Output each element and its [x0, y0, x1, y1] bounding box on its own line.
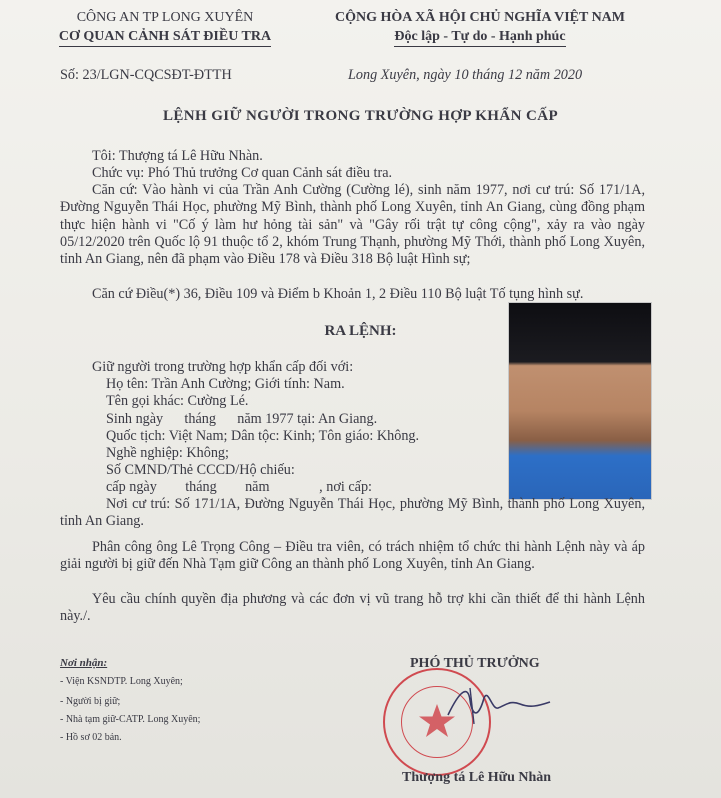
subject-id-doc: Số CMND/Thẻ CCCD/Hộ chiếu: — [106, 462, 295, 478]
recipients-title: Nơi nhận: — [60, 657, 108, 669]
suspect-photo — [508, 302, 652, 500]
recipient-item: - Người bị giữ; — [60, 696, 121, 707]
agency-top: CÔNG AN TP LONG XUYÊN — [76, 10, 254, 25]
subject-name: Họ tên: Trần Anh Cường; Giới tính: Nam. — [106, 376, 345, 392]
subject-id-issue: cấp ngày tháng năm , nơi cấp: — [106, 479, 372, 495]
motto: Độc lập - Tự do - Hạnh phúc — [315, 27, 645, 47]
subject-residence: Nơi cư trú: Số 171/1A, Đường Nguyễn Thái Học, phường Mỹ Bình, thành phố Long Xuyên, tỉnh An Giang. — [60, 496, 645, 530]
country-name: CỘNG HÒA XÃ HỘI CHỦ NGHĨA VIỆT NAM — [334, 10, 625, 25]
doc-number: Số: 23/LGN-CQCSĐT-ĐTTH — [60, 67, 232, 83]
recipient-item: - Hồ sơ 02 bản. — [60, 732, 122, 743]
recipient-item: - Nhà tạm giữ-CATP. Long Xuyên; — [60, 714, 201, 725]
subject-intro: Giữ người trong trường hợp khẩn cấp đối với: — [92, 359, 354, 375]
subject-job: Nghề nghiệp: Không; — [106, 445, 229, 461]
orders-heading: RA LỆNH: — [324, 323, 397, 339]
position-line: Chức vụ: Phó Thủ trưởng Cơ quan Cảnh sát điều tra. — [92, 165, 393, 181]
signature-title: PHÓ THỦ TRƯỞNG — [410, 656, 540, 671]
subject-alias: Tên gọi khác: Cường Lé. — [106, 393, 249, 409]
legal-basis-2: Căn cứ Điều(*) 36, Điều 109 và Điểm b Khoản 1, 2 Điều 110 Bộ luật Tố tụng hình sự. — [92, 286, 584, 302]
document-title: LỆNH GIỮ NGƯỜI TRONG TRƯỜNG HỢP KHẨN CẤP — [162, 108, 559, 124]
national-header — [315, 8, 645, 47]
subject-nationality: Quốc tịch: Việt Nam; Dân tộc: Kinh; Tôn giáo: Không. — [106, 428, 420, 444]
officer-line: Tôi: Thượng tá Lê Hữu Nhàn. — [92, 148, 263, 164]
handwritten-signature — [440, 680, 560, 730]
subject-dob: Sinh ngày tháng năm 1977 tại: An Giang. — [106, 411, 378, 427]
agency-name: CƠ QUAN CẢNH SÁT ĐIỀU TRA — [30, 27, 300, 47]
recipient-item: - Viện KSNDTP. Long Xuyên; — [60, 676, 183, 687]
request-paragraph: Yêu cầu chính quyền địa phương và các đơn vị vũ trang hỗ trợ khi cần thiết để thi hành Lệnh này./. — [60, 591, 645, 625]
legal-basis-1: Căn cứ: Vào hành vi của Trần Anh Cường (Cường lé), sinh năm 1977, nơi cư trú: Số 171/1A, Đường Nguyễn Thái Học, phường Mỹ Bình, thành phố Long Xuyên, tỉnh An Giang, cùng đồng phạm thực hiện hành vi "Cố ý làm hư hỏng tài sản" và "Gây rối trật tự công cộng", xảy ra vào ngày 05/12/2020 trên Quốc lộ 91 thuộc tổ 2, khóm Trung Thạnh, phường Mỹ Thới, thành phố Long Xuyên, tỉnh An Giang, nên đã phạm vào Điều 178 và Điều 318 Bộ luật Hình sự; — [60, 182, 645, 268]
signer-name: Thượng tá Lê Hữu Nhàn — [402, 770, 552, 785]
assignment-paragraph: Phân công ông Lê Trọng Công – Điều tra viên, có trách nhiệm tổ chức thi hành Lệnh này và áp giải người bị giữ đến Nhà Tạm giữ Công an thành phố Long Xuyên, tỉnh An Giang. — [60, 539, 645, 573]
agency-header — [30, 8, 300, 47]
place-date: Long Xuyên, ngày 10 tháng 12 năm 2020 — [348, 67, 583, 83]
